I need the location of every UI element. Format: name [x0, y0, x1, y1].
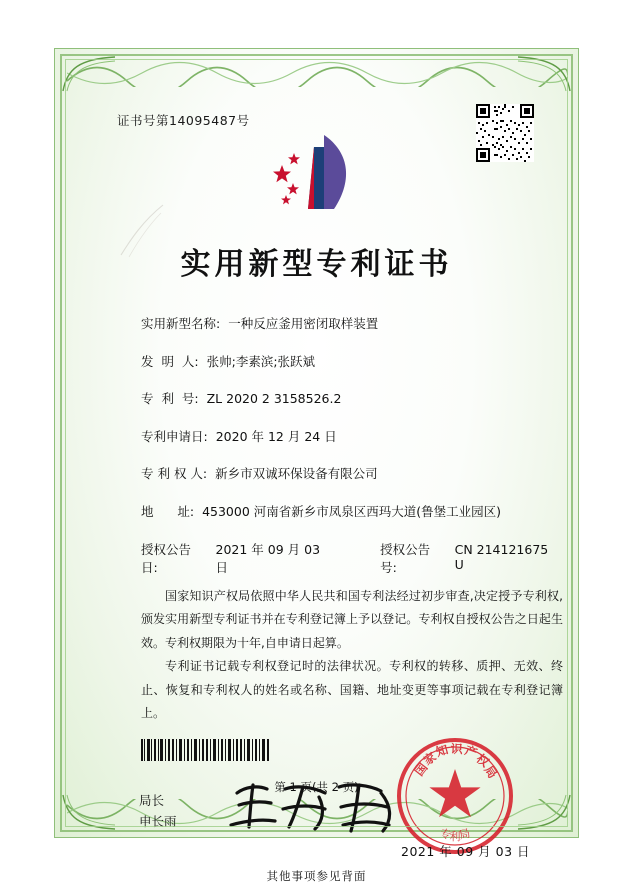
- field-value: 一种反应釜用密闭取样装置: [228, 316, 379, 331]
- page-title: 实用新型专利证书: [180, 247, 453, 282]
- svg-text:局: 局: [481, 763, 500, 781]
- field-value: 张帅;李素滨;张跃斌: [206, 353, 316, 369]
- svg-text:产: 产: [463, 743, 480, 761]
- grant-date-value: 2021 年 09 月 03 日: [215, 542, 321, 575]
- grant-publication-value: CN 214121675 U: [454, 542, 549, 572]
- page-number: 第 1 页(共 2 页): [274, 780, 359, 794]
- corner-ornament-bottom-right: [516, 793, 572, 831]
- field-label: 专利申请日:: [141, 428, 208, 444]
- ink-scratch-mark: [117, 199, 177, 259]
- certificate-frame: [54, 48, 579, 859]
- official-seal: [394, 735, 516, 857]
- footnote: 其他事项参见背面: [266, 869, 367, 883]
- field-patentee: [141, 465, 561, 483]
- field-inventors: [141, 353, 561, 371]
- signature-block: [139, 791, 177, 832]
- svg-text:国: 国: [411, 760, 431, 779]
- svg-text:局: 局: [457, 826, 472, 842]
- field-value: 2020 年 12 月 24 日: [215, 428, 337, 444]
- svg-text:权: 权: [473, 751, 492, 770]
- legal-paragraph-1: 国家知识产权局依照中华人民共和国专利法经过初步审查,决定授予专利权,颁发实用新型专利证书并在专利登记簿上予以登记。专利权自授权公告之日起生效。专利权期限为十年,自申请日起算。: [141, 589, 563, 650]
- field-application-date: [141, 428, 561, 446]
- corner-ornament-top-right: [516, 55, 572, 93]
- signature-name-label: 申长雨: [139, 813, 177, 829]
- field-value: 新乡市双诚环保设备有限公司: [215, 466, 378, 481]
- legal-paragraphs: [141, 585, 563, 725]
- certificate-fields: [141, 315, 561, 596]
- svg-text:识: 识: [450, 741, 463, 757]
- handwritten-signature: [223, 775, 413, 837]
- corner-ornament-bottom-left: [61, 793, 117, 831]
- bottom-border-ornament: [67, 799, 568, 825]
- corner-ornament-top-left: [61, 55, 117, 93]
- qr-code: [476, 104, 534, 162]
- field-grant-row: [141, 540, 561, 576]
- field-label: 专 利 权 人:: [141, 466, 208, 481]
- field-label: 地 址:: [141, 503, 195, 519]
- signature-role-label: 局长: [139, 793, 165, 808]
- field-label: 实用新型名称:: [141, 316, 221, 331]
- field-value: 453000 河南省新乡市凤泉区西玛大道(鲁堡工业园区): [202, 503, 502, 519]
- field-patent-number: [141, 390, 561, 408]
- seal-date: 2021 年 09 月 03 日: [401, 844, 530, 859]
- field-value: ZL 2020 2 3158526.2: [206, 391, 342, 406]
- barcode: [141, 739, 269, 761]
- patent-office-logo: [262, 131, 372, 217]
- svg-text:知: 知: [434, 742, 450, 760]
- top-border-ornament: [67, 61, 568, 87]
- certificate-number: 证书号第14095487号: [117, 113, 250, 128]
- field-label: 专 利 号:: [141, 391, 199, 406]
- svg-text:专: 专: [438, 826, 453, 842]
- field-address: [141, 503, 561, 521]
- svg-text:利: 利: [449, 830, 461, 843]
- legal-paragraph-2: 专利证书记载专利权登记时的法律状况。专利权的转移、质押、无效、终止、恢复和专利权人的姓名或名称、国籍、地址变更等事项记载在专利登记簿上。: [141, 659, 563, 720]
- svg-text:家: 家: [420, 749, 439, 768]
- field-utility-model-name: [141, 315, 561, 333]
- grant-date-label: 授权公告日:: [141, 542, 192, 575]
- field-label: 发 明 人:: [141, 353, 199, 369]
- grant-publication-label: 授权公告号:: [380, 542, 431, 575]
